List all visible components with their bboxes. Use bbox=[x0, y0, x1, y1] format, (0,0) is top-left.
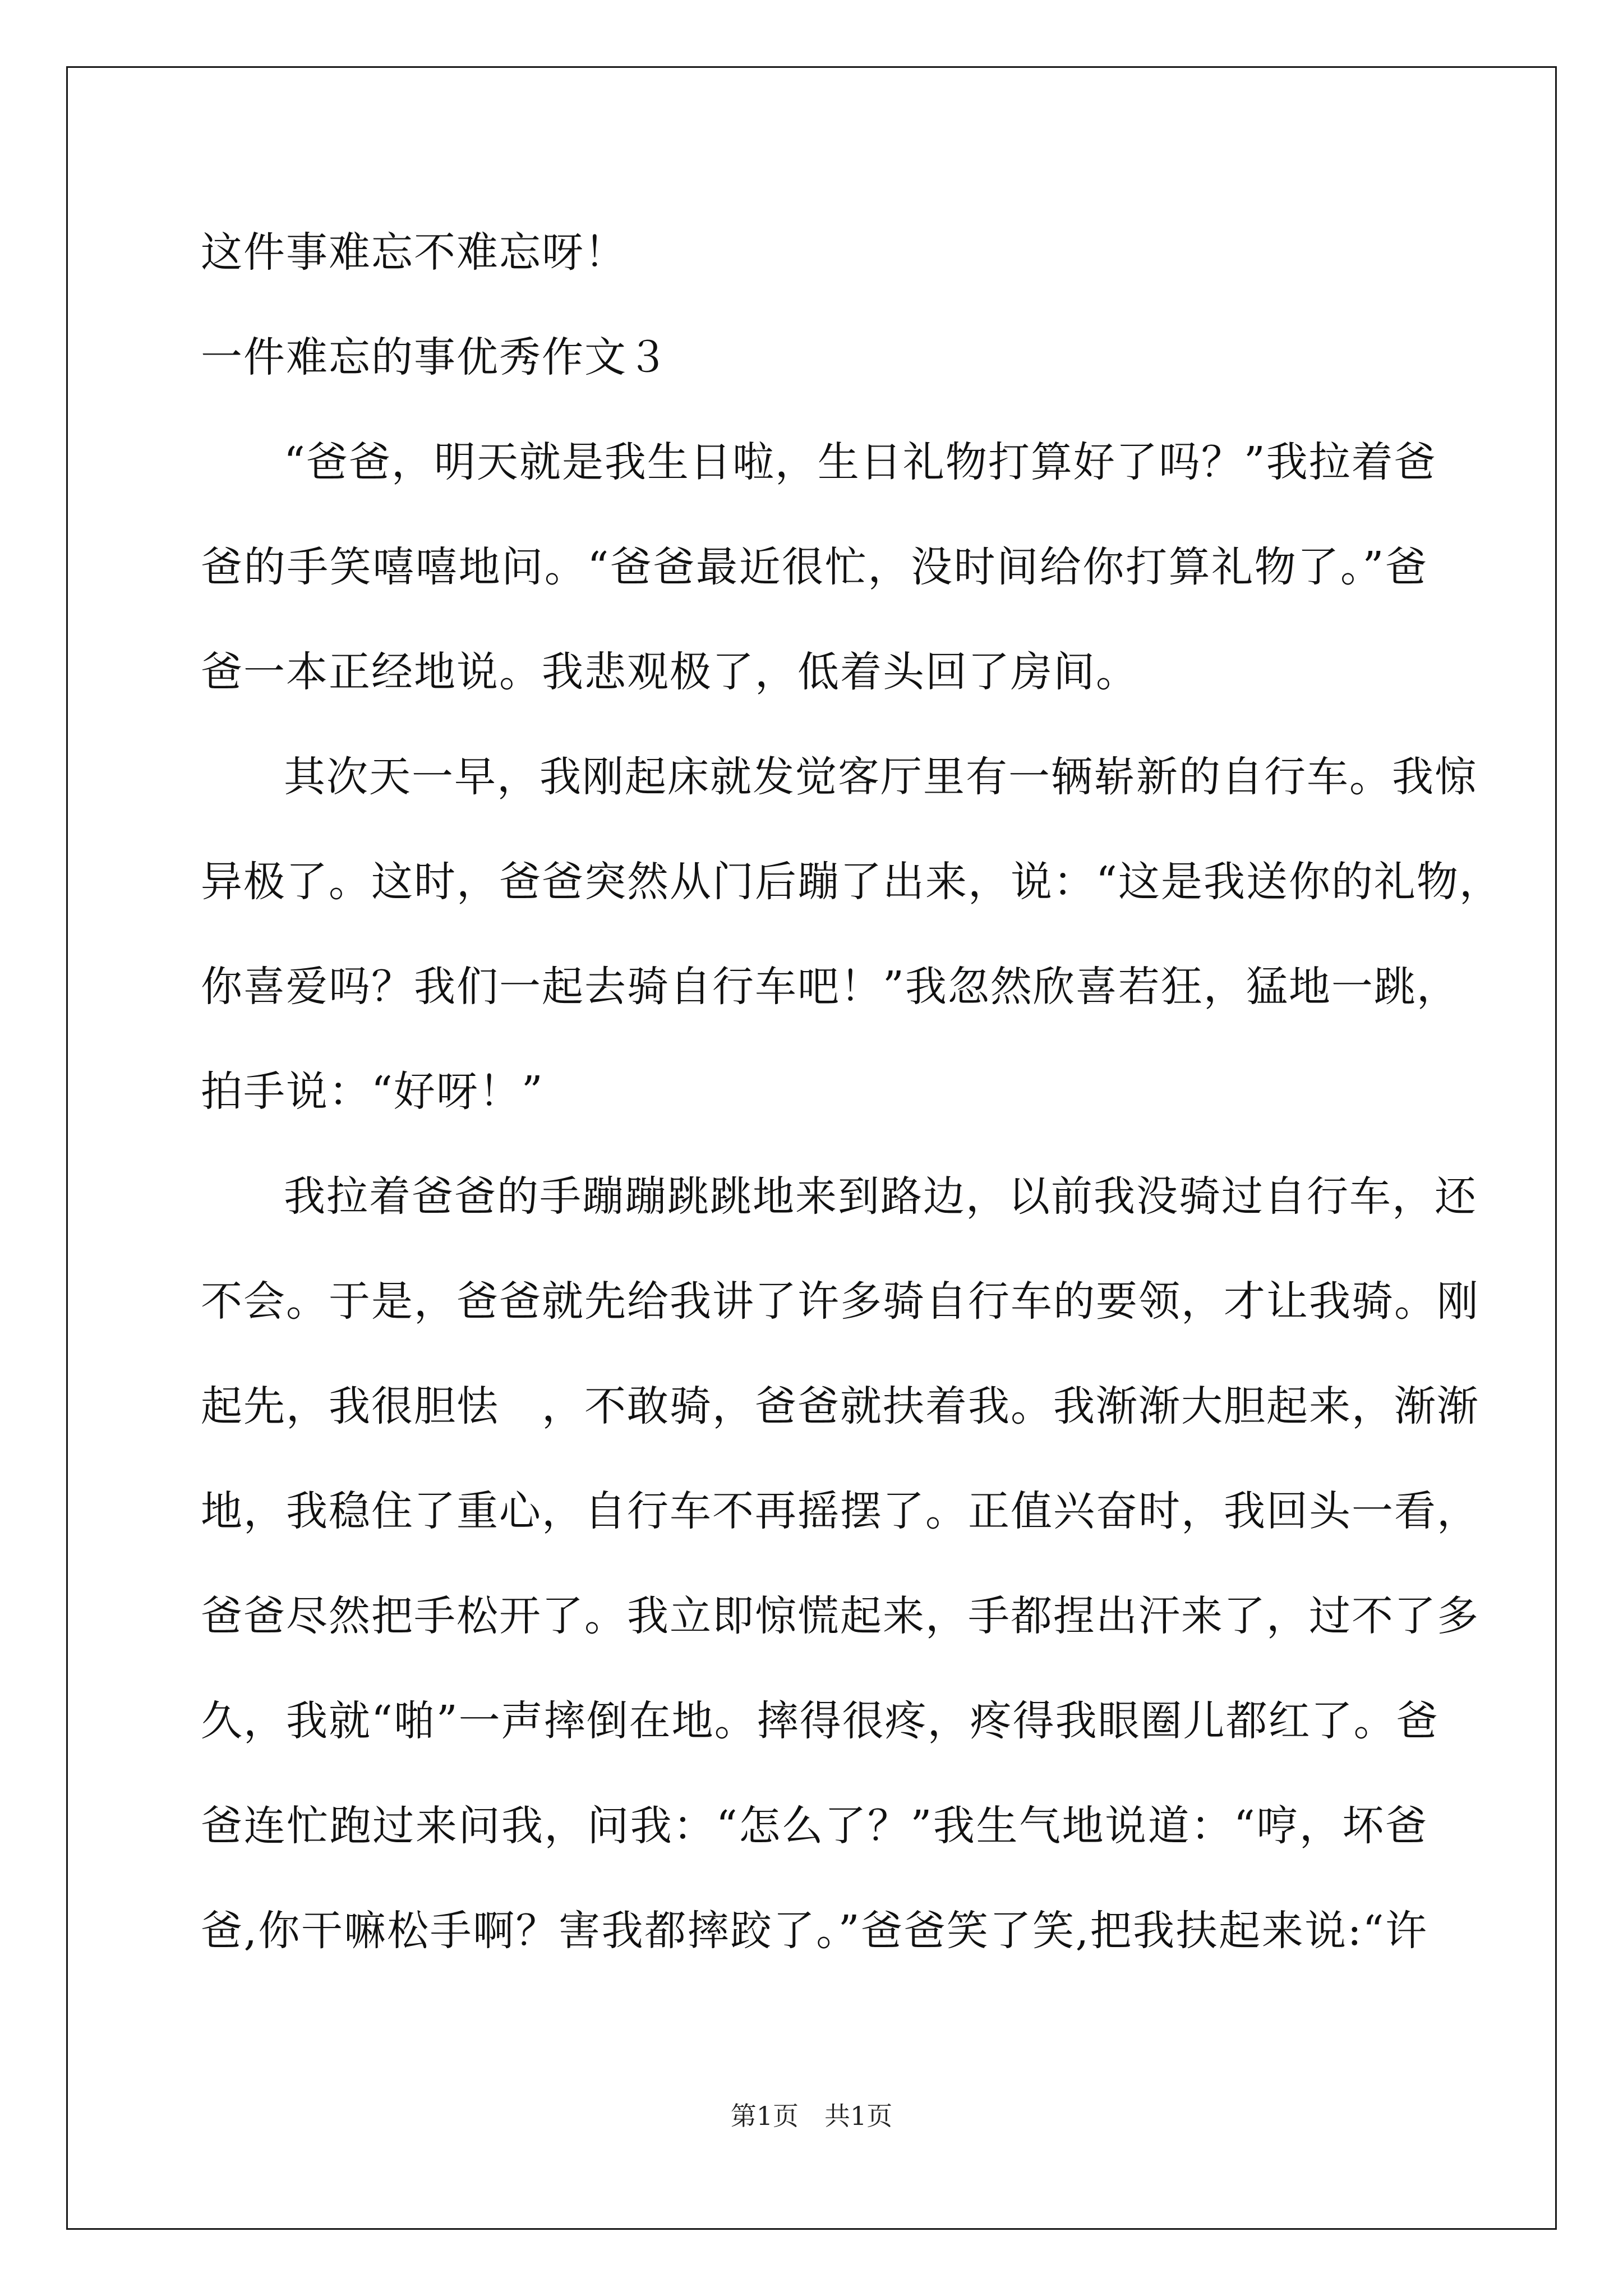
paragraph-line: 不会。于是，爸爸就先给我讲了许多骑自行车的要领，才让我骑。刚 bbox=[201, 1277, 1479, 1326]
page-footer bbox=[0, 2096, 1623, 2133]
paragraph-line: “爸爸，明天就是我生日啦，生日礼物打算好了吗？”我拉着爸 bbox=[284, 438, 1437, 486]
document-body bbox=[201, 213, 1502, 1996]
page-number: 第1页 bbox=[730, 2101, 799, 2131]
essay-title: 一件难忘的事优秀作文３ bbox=[201, 333, 670, 381]
paragraph-line: 我拉着爸爸的手蹦蹦跳跳地来到路边，以前我没骑过自行车，还 bbox=[284, 1172, 1477, 1221]
paragraph-line: 地，我稳住了重心，自行车不再摇摆了。正值兴奋时，我回头一看， bbox=[201, 1487, 1479, 1535]
paragraph-line: 爸一本正经地说。我悲观极了，低着头回了房间。 bbox=[201, 648, 1138, 696]
paragraph-line: 爸的手笑嘻嘻地问。“爸爸最近很忙，没时间给你打算礼物了。”爸 bbox=[201, 543, 1428, 591]
paragraph-line: 拍手说：“好呀！” bbox=[201, 1068, 544, 1116]
paragraph-line: 其次天一早，我刚起床就发觉客厅里有一辆崭新的自行车。我惊 bbox=[284, 753, 1477, 801]
page-total: 共1页 bbox=[824, 2101, 893, 2131]
paragraph-line: 久，我就“啪”一声摔倒在地。摔得很疼，疼得我眼圈儿都红了。爸 bbox=[201, 1697, 1439, 1745]
paragraph-line: 异极了。这时，爸爸突然从门后蹦了出来，说：“这是我送你的礼物， bbox=[201, 858, 1502, 906]
paragraph-line: 你喜爱吗？我们一起去骑自行车吧！”我忽然欣喜若狂，猛地一跳， bbox=[201, 963, 1459, 1011]
paragraph-line: 爸,你干嘛松手啊？害我都摔跤了。”爸爸笑了笑,把我扶起来说:“许 bbox=[201, 1907, 1428, 1955]
closing-line: 这件事难忘不难忘呀！ bbox=[201, 228, 627, 277]
paragraph-line: 爸爸尽然把手松开了。我立即惊慌起来，手都捏出汗来了，过不了多 bbox=[201, 1592, 1479, 1640]
paragraph-line: 起先，我很胆怯 ，不敢骑，爸爸就扶着我。我渐渐大胆起来，渐渐 bbox=[201, 1382, 1479, 1430]
paragraph-line: 爸连忙跑过来问我，问我：“怎么了？”我生气地说道：“哼，坏爸 bbox=[201, 1802, 1428, 1850]
